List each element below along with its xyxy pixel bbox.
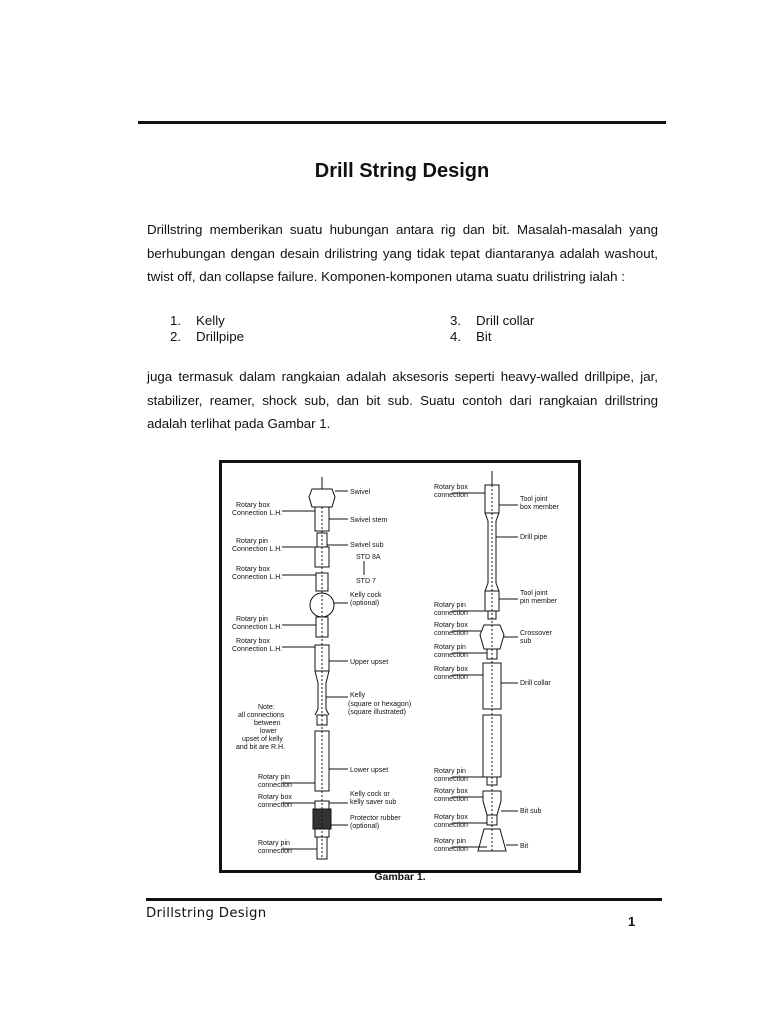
footer-title: Drillstring Design: [146, 906, 267, 921]
label-note: between: [254, 720, 281, 727]
label-connection: connection: [434, 846, 468, 853]
kelly-body-left: [315, 671, 318, 715]
list-item-number: 1.: [170, 313, 182, 328]
label-swivel-sub: Swivel sub: [350, 542, 384, 549]
label-rotary-pin: Rotary pin: [434, 768, 466, 775]
drill-pipe-left: [485, 513, 488, 591]
drillstring-diagram: [222, 463, 578, 870]
label-sub: sub: [520, 638, 532, 645]
list-item-label: Drillpipe: [196, 329, 245, 344]
label-tool-joint: Tool joint: [520, 590, 548, 597]
label-swivel: Swivel: [350, 489, 371, 496]
label-connection: connection: [434, 630, 468, 637]
label-connection-lh: Connection L.H.: [232, 546, 283, 553]
label-rotary-box-lh: Rotary box: [236, 566, 270, 573]
header-rule: [138, 121, 666, 124]
label-kelly-saver-sub: kelly saver sub: [350, 799, 397, 806]
label-connection: connection: [258, 802, 292, 809]
list-item-label: Kelly: [196, 313, 225, 328]
label-rotary-box: Rotary box: [434, 814, 468, 821]
kelly-body-right: [326, 671, 329, 715]
label-rotary-box-lh: Rotary box: [236, 638, 270, 645]
list-item-label: Bit: [476, 329, 492, 344]
label-connection-lh: Connection L.H.: [232, 574, 283, 581]
drill-pipe-right: [496, 513, 499, 591]
label-swivel-stem: Swivel stem: [350, 517, 388, 524]
list-item-number: 2.: [170, 329, 182, 344]
label-connection: connection: [434, 796, 468, 803]
label-rotary-pin: Rotary pin: [434, 602, 466, 609]
swivel-shape: [309, 489, 335, 507]
label-kelly-cock-or: Kelly cock or: [350, 791, 390, 798]
label-connection: connection: [434, 492, 468, 499]
label-optional: (optional): [350, 823, 380, 830]
label-rotary-box: Rotary box: [258, 794, 292, 801]
figure-caption: Gambar 1.: [374, 871, 426, 883]
label-kelly-shape: (square or hexagon): [348, 701, 412, 708]
label-connection: connection: [434, 822, 468, 829]
label-connection: connection: [434, 610, 468, 617]
list-item-label: Drill collar: [476, 313, 535, 328]
label-rotary-pin-lh: Rotary pin: [236, 616, 268, 623]
label-rotary-box: Rotary box: [434, 788, 468, 795]
label-rotary-pin: Rotary pin: [434, 838, 466, 845]
label-note: all connections: [238, 712, 285, 719]
label-connection-lh: Connection L.H.: [232, 624, 283, 631]
drillstring-figure: [219, 460, 581, 873]
component-list: [170, 313, 570, 347]
label-rotary-box: Rotary box: [434, 622, 468, 629]
label-rotary-box: Rotary box: [434, 484, 468, 491]
page-title: Drill String Design: [314, 160, 490, 182]
label-connection: connection: [434, 652, 468, 659]
list-item-number: 3.: [450, 313, 462, 328]
label-connection-lh: Connection L.H.: [232, 646, 283, 653]
accessories-paragraph: juga termasuk dalam rangkaian adalah aksesoris seperti heavy-walled drillpipe, jar, stabilizer, reamer, shock sub, dan bit sub. Suatu contoh dari rangkaian drillstring adalah terlihat pada Gambar 1.: [147, 369, 658, 431]
label-kelly-cock: Kelly cock: [350, 592, 382, 599]
label-protector-rubber: Protector rubber: [350, 815, 401, 822]
label-upper-upset: Upper upset: [350, 659, 389, 666]
label-box-member: box member: [520, 504, 559, 511]
label-kelly: Kelly: [350, 692, 366, 699]
label-drill-collar: Drill collar: [520, 680, 551, 687]
bit-shape: [478, 829, 506, 851]
label-connection-lh: Connection L.H.: [232, 510, 283, 517]
label-kelly-illustrated: (square illustrated): [348, 709, 406, 716]
bit-sub-pin-shape: [487, 815, 497, 825]
intro-paragraph: Drillstring memberikan suatu hubungan antara rig dan bit. Masalah-masalah yang berhubungan dengan desain drilistring yang tidak tepat diantaranya adalah washout, twist off, dan collapse failure. Komponen-komponen utama suatu drilistring ialah :: [147, 222, 658, 284]
label-rotary-pin-lh: Rotary pin: [236, 538, 268, 545]
label-rotary-box-lh: Rotary box: [236, 502, 270, 509]
label-rotary-pin: Rotary pin: [258, 840, 290, 847]
label-connection: connection: [434, 674, 468, 681]
label-std-8a: STD 8A: [356, 554, 381, 561]
label-rotary-pin: Rotary pin: [258, 774, 290, 781]
label-note: upset of kelly: [242, 736, 283, 743]
label-note: Note:: [258, 704, 275, 711]
label-connection: connection: [258, 848, 292, 855]
label-std-7: STD 7: [356, 578, 376, 585]
label-tool-joint: Tool joint: [520, 496, 548, 503]
label-optional: (optional): [350, 600, 380, 607]
label-drill-pipe: Drill pipe: [520, 534, 548, 541]
label-rotary-pin: Rotary pin: [434, 644, 466, 651]
label-crossover: Crossover: [520, 630, 552, 637]
label-note: lower: [260, 728, 277, 735]
label-connection: connection: [258, 782, 292, 789]
label-bit-sub: Bit sub: [520, 808, 542, 815]
label-note: and bit are R.H.: [236, 744, 286, 751]
label-pin-member: pin member: [520, 598, 557, 605]
label-rotary-box: Rotary box: [434, 666, 468, 673]
footer-rule: [146, 898, 662, 901]
label-lower-upset: Lower upset: [350, 767, 389, 774]
list-item-number: 4.: [450, 329, 462, 344]
label-bit: Bit: [520, 843, 529, 850]
page-number: 1: [628, 914, 636, 929]
label-connection: connection: [434, 776, 468, 783]
